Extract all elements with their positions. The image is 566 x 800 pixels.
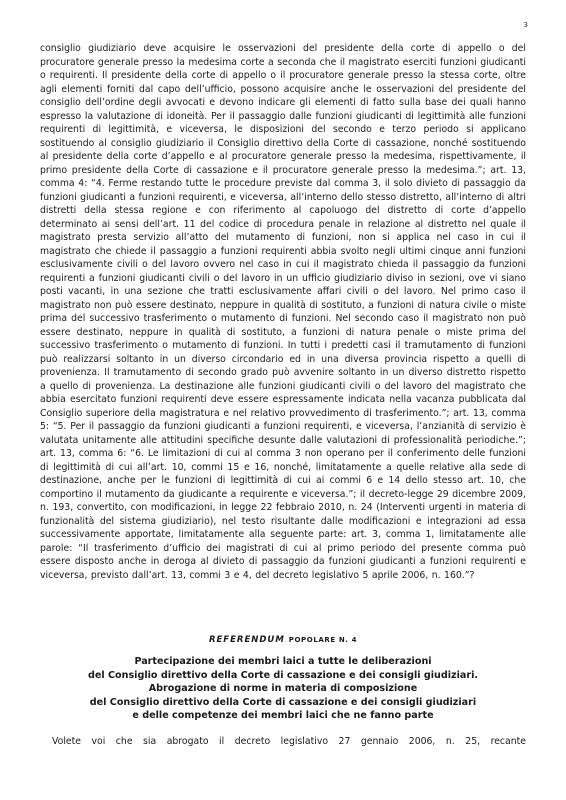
referendum-heading-rest: POPOLARE N. 4 [288, 636, 358, 644]
referendum-title-line: Partecipazione dei membri laici a tutte le deliberazioni [134, 656, 432, 667]
referendum-title-line: e delle competenze dei membri laici che ne fanno parte [132, 710, 434, 721]
referendum-heading-word: REFERENDUM [208, 635, 285, 645]
page-number: 3 [523, 21, 528, 29]
referendum-title [40, 655, 526, 723]
referendum-title-line: Abrogazione di norme in materia di composizione [148, 683, 418, 694]
referendum-title-line: del Consiglio direttivo della Corte di cassazione e dei consigli giudiziari. [87, 669, 479, 681]
body-paragraph: consiglio giudiziario deve acquisire le osservazioni del presidente della corte di appello o del procuratore generale presso la medesima corte a seconda che il magistrato eserciti funzioni giudicanti o requirenti. Il presidente della corte di appello o il procuratore generale presso la stessa corte, oltre agli elementi forniti dal capo dell’ufficio, possono acquisire anche le osservazioni del presidente del consiglio dell’ordine degli avvocati e devono indicare gli elementi di fatto sulla base dei quali hanno espresso la valutazione di idoneità. Per il passaggio dalle funzioni giudicanti di legittimità alle funzioni requirenti di legittimità, e viceversa, le disposizioni del secondo e terzo periodo si applicano sostituendo al consiglio giudiziario il Consiglio direttivo della Corte di cassazione, nonché sostituendo al presidente della corte d’appello e al procuratore generale presso la medesima, rispettivamente, il primo presidente della Corte di cassazione e il procuratore generale presso la medesima.”; art. 13, comma 4: “4. Ferme restando tutte le procedure previste dal comma 3, il solo divieto di passaggio da funzioni giudicanti a funzioni requirenti, e viceversa, all’interno dello stesso distretto, all’interno di altri distretti della stessa regione e con riferimento al capoluogo del distretto di corte d’appello determinato ai sensi dell’art. 11 del codice di procedura penale in relazione al distretto nel quale il magistrato presta servizio all’atto del mutamento di funzioni, non si applica nel caso in cui il magistrato che chiede il passaggio a funzioni requirenti abbia svolto negli ultimi cinque anni funzioni esclusivamente civili o del lavoro ovvero nel caso in cui il magistrato chieda il passaggio da funzioni requirenti a funzioni giudicanti civili o del lavoro in un ufficio giudiziario diviso in sezioni, ove vi siano posti vacanti, in una sezione che tratti esclusivamente affari civili o del lavoro. Nel primo caso il magistrato non può essere destinato, neppure in qualità di sostituto, a funzioni di natura civile o miste prima del successivo trasferimento o mutamento di funzioni. Nel secondo caso il magistrato non può essere destinato, neppure in qualità di sostituto, a funzioni di natura penale o miste prima del successivo trasferimento o mutamento di funzioni. In tutti i predetti casi il tramutamento di funzioni può realizzarsi soltanto in un diverso circondario ed in una diversa provincia rispetto a quelli di provenienza. Il tramutamento di secondo grado può avvenire soltanto in un diverso distretto rispetto a quello di provenienza. La destinazione alle funzioni giudicanti civili o del lavoro del magistrato che abbia esercitato funzioni requirenti deve essere espressamente indicata nella vacanza pubblicata dal Consiglio superiore della magistratura e nel relativo provvedimento di trasferimento.”; art. 13, comma 5: “5. Per il passaggio da funzioni giudicanti a funzioni requirenti, e viceversa, l’anzianità di servizio è valutata unitamente alle attitudini specifiche desunte dalle valutazioni di professionalità periodiche.”; art. 13, comma 6: “6. Le limitazioni di cui al comma 3 non operano per il conferimento delle funzioni di legittimità di cui all’art. 10, commi 15 e 16, nonché, limitatamente a quelle relative alla sede di destinazione, anche per le funzioni di legittimità di cui ai commi 6 e 14 dello stesso art. 10, che comportino il mutamento da giudicante a requirente e viceversa.”; il decreto-legge 29 dicembre 2009, n. 193, convertito, con modificazioni, in legge 22 febbraio 2010, n. 24 (Interventi urgenti in materia di funzionalità del sistema giudiziario), nel testo risultante dalle modificazioni e integrazioni ad essa successivamente apportate, limitatamente alla seguente parte: art. 3, comma 1, limitatamente alle parole: “Il trasferimento d’ufficio dei magistrati di cui al primo periodo del presente comma può essere disposto anche in deroga al divieto di passaggio da funzioni giudicanti a funzioni requirenti e viceversa, previsto dall’art. 13, commi 3 e 4, del decreto legislativo 5 aprile 2006, n. 160.”? [40, 43, 527, 581]
referendum-heading [40, 635, 526, 645]
referendum-question-start: Volete voi che sia abrogato il decreto legislativo 27 gennaio 2006, n. 25, recante [52, 736, 526, 747]
referendum-title-line: del Consiglio direttivo della Corte di cassazione e dei consigli giudiziari [89, 696, 477, 708]
